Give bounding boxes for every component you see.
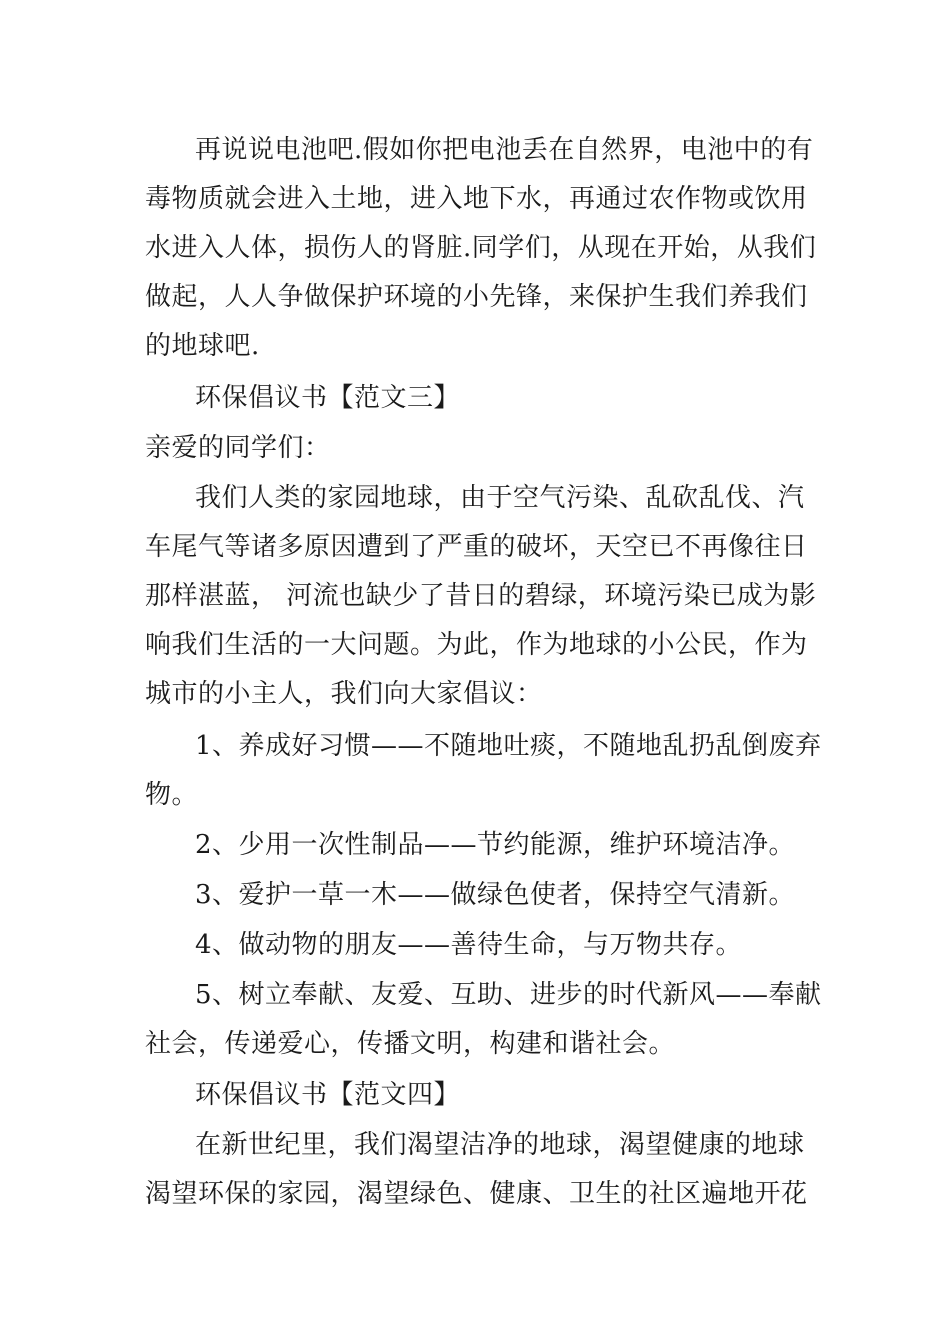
list-item-continuation: 物。 xyxy=(145,780,199,810)
text-line: 我们人类的家园地球，由于空气污染、乱砍乱伐、汽 xyxy=(195,483,805,513)
text-line: 再说说电池吧.假如你把电池丢在自然界，电池中的有 xyxy=(195,135,814,165)
list-item: 4、做动物的朋友——善待生命，与万物共存。 xyxy=(195,930,743,960)
text-line: 响我们生活的一大问题。为此，作为地球的小公民，作为 xyxy=(145,630,808,660)
list-item: 1、养成好习惯——不随地吐痰，不随地乱扔乱倒废弃 xyxy=(195,731,822,761)
list-item: 5、树立奉献、友爱、互助、进步的时代新风——奉献 xyxy=(195,980,822,1010)
salutation: 亲爱的同学们： xyxy=(145,433,331,463)
text-line: 车尾气等诸多原因遭到了严重的破坏，天空已不再像往日 xyxy=(145,532,808,562)
text-line: 在新世纪里，我们渴望洁净的地球，渴望健康的地球 xyxy=(195,1130,805,1160)
list-item: 3、爱护一草一木——做绿色使者，保持空气清新。 xyxy=(195,880,796,910)
text-line: 做起，人人争做保护环境的小先锋，来保护生我们养我们 xyxy=(145,282,808,312)
section-heading: 环保倡议书【范文三】 xyxy=(195,383,461,413)
text-line: 城市的小主人，我们向大家倡议： xyxy=(145,679,543,709)
text-line: 毒物质就会进入土地，进入地下水，再通过农作物或饮用 xyxy=(145,184,808,214)
list-item: 2、少用一次性制品——节约能源，维护环境洁净。 xyxy=(195,830,796,860)
list-item-continuation: 社会，传递爱心，传播文明，构建和谐社会。 xyxy=(145,1029,676,1059)
section-heading: 环保倡议书【范文四】 xyxy=(195,1080,461,1110)
text-line: 的地球吧. xyxy=(145,331,260,361)
text-line: 那样湛蓝， 河流也缺少了昔日的碧绿，环境污染已成为影 xyxy=(145,581,817,611)
text-line: 渴望环保的家园，渴望绿色、健康、卫生的社区遍地开花 xyxy=(145,1179,808,1209)
text-line: 水进入人体，损伤人的肾脏.同学们，从现在开始，从我们 xyxy=(145,233,817,263)
